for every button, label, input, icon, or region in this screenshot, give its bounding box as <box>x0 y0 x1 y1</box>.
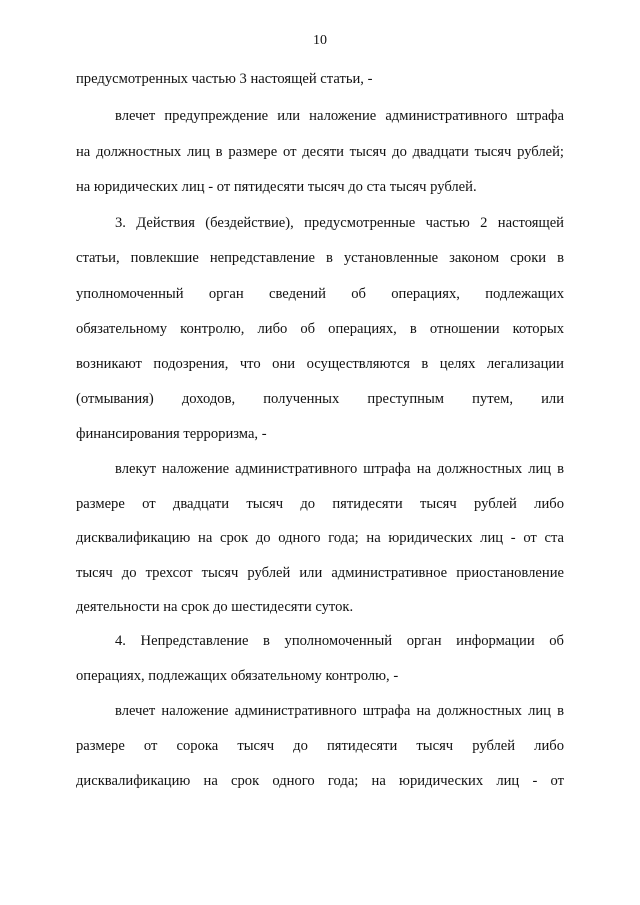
text-line: дисквалификацию на срок до одного года; на юридических лиц - от ста <box>76 530 564 546</box>
text-line: операциях, подлежащих обязательному контролю, - <box>76 668 399 684</box>
text-line: на юридических лиц - от пятидесяти тысяч до ста тысяч рублей. <box>76 179 477 195</box>
text-line: (отмывания) доходов, полученных преступным путем, или <box>76 391 564 407</box>
page-number: 10 <box>313 33 327 48</box>
text-line: финансирования терроризма, - <box>76 426 267 442</box>
text-line: тысяч до трехсот тысяч рублей или административное приостановление <box>76 565 564 581</box>
text-line: деятельности на срок до шестидесяти суток. <box>76 599 354 615</box>
text-line: 4. Непредставление в уполномоченный орган информации об <box>115 633 564 649</box>
text-line: размере от сорока тысяч до пятидесяти тысяч рублей либо <box>76 738 564 754</box>
text-line: предусмотренных частью 3 настоящей статьи, - <box>76 71 373 87</box>
text-line: 3. Действия (бездействие), предусмотренные частью 2 настоящей <box>115 215 564 231</box>
text-line: влечет предупреждение или наложение административного штрафа <box>115 108 564 124</box>
text-line: на должностных лиц в размере от десяти тысяч до двадцати тысяч рублей; <box>76 144 564 160</box>
text-line: размере от двадцати тысяч до пятидесяти тысяч рублей либо <box>76 496 564 512</box>
text-line: обязательному контролю, либо об операциях, в отношении которых <box>76 321 564 337</box>
text-line: дисквалификацию на срок одного года; на юридических лиц - от <box>76 773 564 789</box>
text-line: возникают подозрения, что они осуществляются в целях легализации <box>76 356 564 372</box>
text-line: влекут наложение административного штрафа на должностных лиц в <box>115 461 564 477</box>
text-line: влечет наложение административного штрафа на должностных лиц в <box>115 703 564 719</box>
text-line: уполномоченный орган сведений об операциях, подлежащих <box>76 286 564 302</box>
text-line: статьи, повлекшие непредставление в установленные законом сроки в <box>76 250 564 266</box>
